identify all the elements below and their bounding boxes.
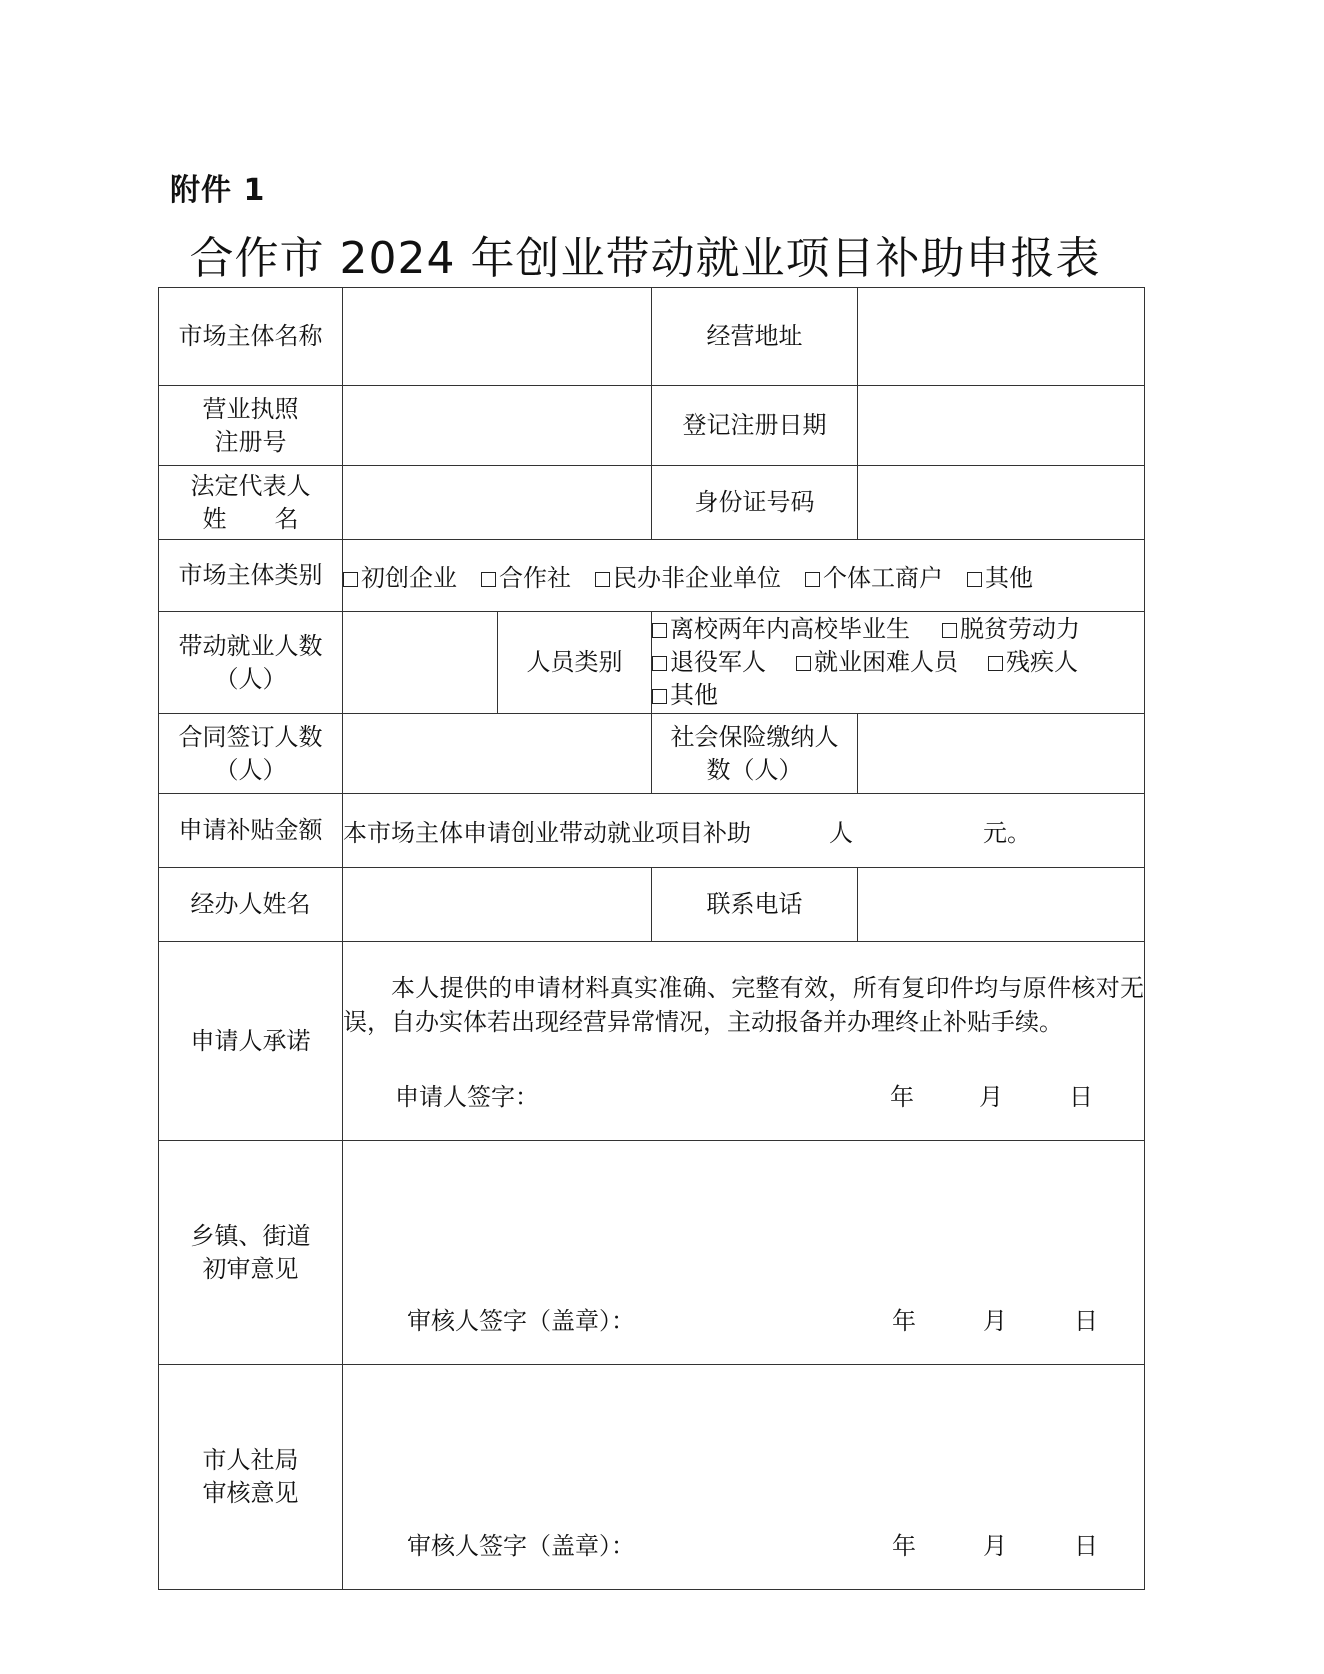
person-type-options bbox=[652, 612, 1145, 714]
checkbox-icon[interactable] bbox=[967, 572, 982, 587]
row-entity-type bbox=[159, 540, 1145, 612]
promise-label: 申请人承诺 bbox=[159, 942, 343, 1141]
bureau-reviewer-signature-label: 审核人签字（盖章）： bbox=[407, 1532, 635, 1560]
bureau-review-cell[interactable] bbox=[343, 1365, 1145, 1590]
person-type-option[interactable]: 残疾人 bbox=[988, 646, 1078, 679]
month-label: 月 bbox=[983, 1307, 1007, 1335]
checkbox-icon[interactable] bbox=[481, 572, 496, 587]
row-contract bbox=[159, 714, 1145, 794]
license-label-line2: 注册号 bbox=[214, 427, 287, 456]
month-label: 月 bbox=[983, 1532, 1007, 1560]
row-subsidy bbox=[159, 794, 1145, 868]
entity-type-label: 市场主体类别 bbox=[159, 540, 343, 612]
insurance-count-label bbox=[652, 714, 858, 794]
year-label: 年 bbox=[892, 1532, 916, 1560]
row-entity-name bbox=[159, 288, 1145, 386]
handler-name-label: 经办人姓名 bbox=[159, 868, 343, 942]
legal-rep-label bbox=[159, 466, 343, 540]
applicant-signature-label: 申请人签字： bbox=[395, 1083, 539, 1111]
day-label: 日 bbox=[1069, 1083, 1093, 1111]
person-type-option[interactable]: 脱贫劳动力 bbox=[942, 613, 1080, 646]
legal-rep-label-line1: 法定代表人 bbox=[190, 471, 311, 500]
phone-field[interactable] bbox=[858, 868, 1145, 942]
employ-count-label-line1: 带动就业人数 bbox=[178, 631, 323, 660]
contract-count-label-line1: 合同签订人数 bbox=[178, 722, 323, 751]
entity-type-option[interactable]: 初创企业 bbox=[343, 558, 457, 593]
person-type-line bbox=[652, 646, 1144, 679]
day-label: 日 bbox=[1074, 1532, 1098, 1560]
subsidy-text: 本市场主体申请创业带动就业项目补助 bbox=[343, 819, 751, 847]
address-label: 经营地址 bbox=[652, 288, 858, 386]
entity-type-option[interactable]: 个体工商户 bbox=[805, 558, 943, 593]
person-type-option[interactable]: 离校两年内高校毕业生 bbox=[652, 613, 910, 646]
checkbox-icon[interactable] bbox=[595, 572, 610, 587]
employ-count-label bbox=[159, 612, 343, 714]
entity-type-option[interactable]: 合作社 bbox=[481, 558, 571, 593]
application-form-table bbox=[158, 287, 1145, 1590]
checkbox-icon[interactable] bbox=[805, 572, 820, 587]
bureau-review-label bbox=[159, 1365, 343, 1590]
day-label: 日 bbox=[1074, 1307, 1098, 1335]
person-type-option[interactable]: 退役军人 bbox=[652, 646, 766, 679]
contract-count-field[interactable] bbox=[343, 714, 652, 794]
reg-date-label: 登记注册日期 bbox=[652, 386, 858, 466]
employ-count-field[interactable] bbox=[343, 612, 498, 714]
subsidy-statement bbox=[343, 794, 1145, 868]
town-review-label-line1: 乡镇、街道 bbox=[190, 1221, 311, 1250]
contract-count-label bbox=[159, 714, 343, 794]
person-type-option[interactable]: 其他 bbox=[652, 679, 718, 712]
town-review-cell[interactable] bbox=[343, 1141, 1145, 1365]
month-label: 月 bbox=[979, 1083, 1003, 1111]
bureau-review-label-line2: 审核意见 bbox=[202, 1479, 299, 1507]
entity-type-option[interactable]: 民办非企业单位 bbox=[595, 558, 781, 593]
reg-date-field[interactable] bbox=[858, 386, 1145, 466]
checkbox-icon[interactable] bbox=[652, 689, 667, 704]
row-employment bbox=[159, 612, 1145, 714]
insurance-count-field[interactable] bbox=[858, 714, 1145, 794]
entity-type-option[interactable]: 其他 bbox=[967, 558, 1033, 593]
id-label: 身份证号码 bbox=[652, 466, 858, 540]
subsidy-unit-person: 人 bbox=[829, 819, 853, 847]
row-town-review bbox=[159, 1141, 1145, 1365]
applicant-signature-line bbox=[343, 1077, 1144, 1111]
year-label: 年 bbox=[890, 1083, 914, 1111]
checkbox-icon[interactable] bbox=[343, 572, 358, 587]
id-field[interactable] bbox=[858, 466, 1145, 540]
phone-label: 联系电话 bbox=[652, 868, 858, 942]
form-title: 合作市 2024 年创业带动就业项目补助申报表 bbox=[189, 233, 1101, 284]
entity-type-options bbox=[343, 540, 1145, 612]
row-handler bbox=[159, 868, 1145, 942]
town-reviewer-signature-label: 审核人签字（盖章）： bbox=[407, 1307, 635, 1335]
license-label bbox=[159, 386, 343, 466]
person-type-label: 人员类别 bbox=[498, 612, 652, 714]
insurance-count-label-line2: 数（人） bbox=[706, 755, 803, 784]
checkbox-icon[interactable] bbox=[796, 656, 811, 671]
person-type-option[interactable]: 就业困难人员 bbox=[796, 646, 958, 679]
person-type-line bbox=[652, 679, 1144, 712]
year-label: 年 bbox=[892, 1307, 916, 1335]
entity-name-field[interactable] bbox=[343, 288, 652, 386]
insurance-count-label-line1: 社会保险缴纳人 bbox=[670, 722, 839, 751]
checkbox-icon[interactable] bbox=[652, 623, 667, 638]
contract-count-label-line2: （人） bbox=[214, 755, 287, 784]
address-field[interactable] bbox=[858, 288, 1145, 386]
town-review-label bbox=[159, 1141, 343, 1365]
legal-rep-field[interactable] bbox=[343, 466, 652, 540]
subsidy-label: 申请补贴金额 bbox=[159, 794, 343, 868]
promise-cell bbox=[343, 942, 1145, 1141]
row-bureau-review bbox=[159, 1365, 1145, 1590]
handler-name-field[interactable] bbox=[343, 868, 652, 942]
checkbox-icon[interactable] bbox=[652, 656, 667, 671]
checkbox-icon[interactable] bbox=[942, 623, 957, 638]
entity-name-label: 市场主体名称 bbox=[159, 288, 343, 386]
row-legal-rep bbox=[159, 466, 1145, 540]
license-field[interactable] bbox=[343, 386, 652, 466]
bureau-review-label-line1: 市人社局 bbox=[202, 1446, 299, 1474]
employ-count-label-line2: （人） bbox=[214, 664, 287, 693]
person-type-line bbox=[652, 613, 1144, 646]
promise-text: 本人提供的申请材料真实准确、完整有效，所有复印件均与原件核对无误，自办实体若出现经营异常情况，主动报备并办理终止补贴手续。 bbox=[343, 974, 1144, 1036]
checkbox-icon[interactable] bbox=[988, 656, 1003, 671]
attachment-label: 附件 1 bbox=[170, 173, 266, 208]
row-license bbox=[159, 386, 1145, 466]
subsidy-unit-yuan: 元。 bbox=[983, 819, 1031, 847]
town-review-label-line2: 初审意见 bbox=[202, 1254, 299, 1283]
row-promise bbox=[159, 942, 1145, 1141]
license-label-line1: 营业执照 bbox=[202, 394, 299, 423]
legal-rep-label-line2: 姓 名 bbox=[202, 504, 299, 533]
